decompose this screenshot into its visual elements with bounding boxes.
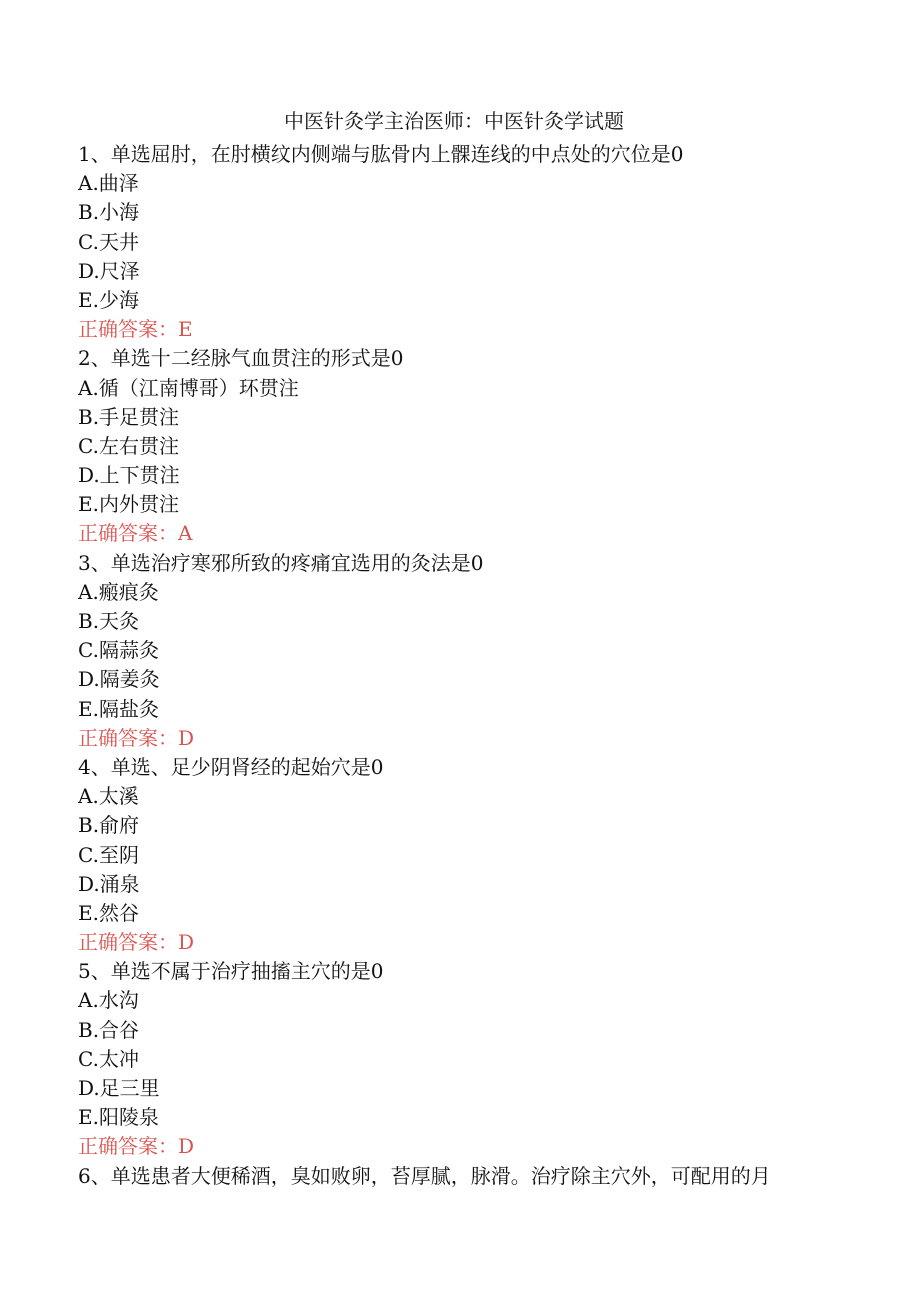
answer-option: D.尺泽	[78, 258, 140, 283]
correct-answer	[78, 928, 898, 957]
question-block	[78, 957, 898, 1161]
answer-option: B.小海	[78, 200, 140, 225]
question-stem: 6、单选患者大便稀酒，臭如败卵，苔厚腻，脉滑。治疗除主穴外，可配用的月	[78, 1163, 771, 1188]
answer-option: E.阳陵泉	[78, 1105, 159, 1130]
question-stem: 4、单选、足少阴肾经的起始穴是0	[78, 754, 384, 779]
correct-answer-label: 正确答案：	[78, 725, 178, 750]
correct-answer-value: D	[178, 725, 195, 750]
correct-answer	[78, 519, 898, 548]
answer-option: D.足三里	[78, 1076, 160, 1100]
question-block	[78, 344, 898, 548]
correct-answer-label: 正确答案：	[78, 317, 178, 342]
correct-answer-label: 正确答案：	[78, 930, 178, 955]
question-block	[78, 549, 898, 753]
answer-option: A.瘢痕灸	[78, 579, 159, 604]
correct-answer-label: 正确答案：	[78, 1134, 178, 1159]
answer-option: D.隔姜灸	[78, 667, 160, 692]
correct-answer-value: D	[178, 930, 195, 955]
question-block	[78, 753, 898, 957]
question-stem: 1、单选屈肘，在肘横纹内侧端与肱骨内上髁连线的中点处的穴位是0	[78, 142, 684, 166]
answer-option: A.循（江南博哥）环贯注	[78, 375, 299, 400]
answer-option: D.涌泉	[78, 871, 140, 896]
question-stem: 5、单选不属于治疗抽搐主穴的是0	[78, 959, 384, 984]
answer-option: E.少海	[78, 287, 139, 312]
answer-option: A.太溪	[78, 784, 139, 809]
answer-option: B.合谷	[78, 1017, 140, 1042]
answer-option: B.手足贯注	[78, 404, 180, 429]
correct-answer-label: 正确答案：	[78, 521, 178, 546]
answer-option: D.上下贯注	[78, 463, 180, 488]
correct-answer	[78, 315, 898, 344]
question-block	[78, 140, 898, 344]
answer-option: E.隔盐灸	[78, 696, 159, 721]
answer-option: A.曲泽	[78, 171, 139, 196]
question-block	[78, 1162, 898, 1191]
answer-option: E.内外贯注	[78, 492, 179, 517]
correct-answer-value: E	[178, 317, 193, 342]
question-list	[78, 140, 898, 1191]
answer-option: C.天井	[78, 229, 139, 254]
question-stem: 2、单选十二经脉气血贯注的形式是0	[78, 346, 404, 371]
correct-answer	[78, 724, 898, 753]
answer-option: C.隔蒜灸	[78, 638, 159, 663]
correct-answer-value: A	[178, 521, 193, 546]
answer-option: C.太冲	[78, 1046, 139, 1071]
answer-option: A.水沟	[78, 988, 139, 1013]
answer-option: B.俞府	[78, 813, 140, 838]
answer-option: E.然谷	[78, 900, 139, 925]
document-title: 中医针灸学主治医师：中医针灸学试题	[284, 109, 624, 133]
answer-option: C.左右贯注	[78, 433, 179, 458]
correct-answer-value: D	[178, 1134, 195, 1159]
question-stem: 3、单选治疗寒邪所致的疼痛宜选用的灸法是0	[78, 550, 484, 575]
answer-option: B.天灸	[78, 609, 140, 633]
answer-option: C.至阴	[78, 842, 139, 867]
correct-answer	[78, 1132, 898, 1161]
